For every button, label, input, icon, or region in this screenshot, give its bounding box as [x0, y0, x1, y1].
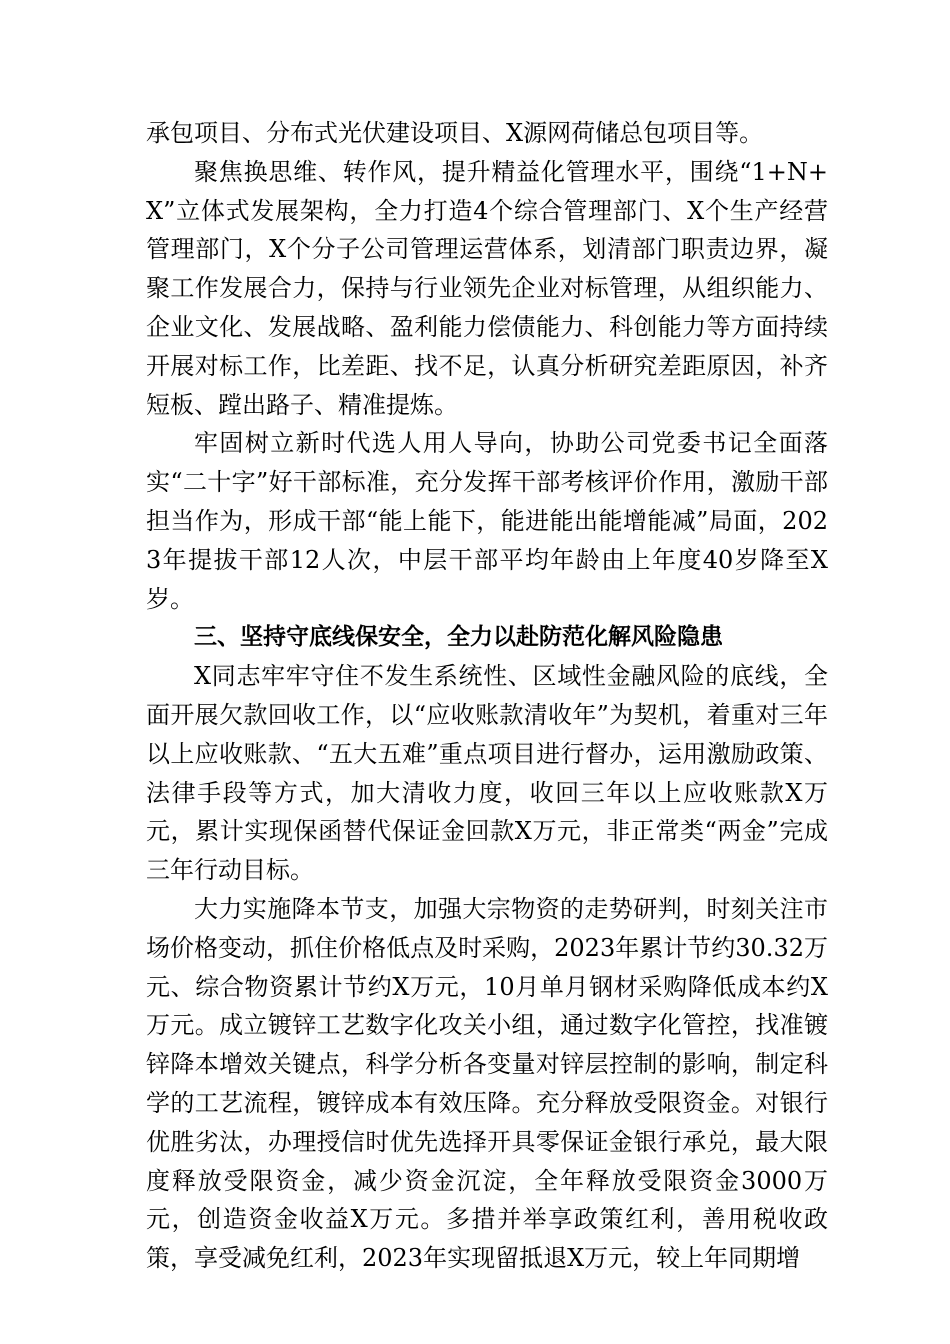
paragraph-cost-reduction: 大力实施降本节支，加强大宗物资的走势研判，时刻关注市场价格变动，抓住价格低点及时采购，2023年累计节约30.32万元、综合物资累计节约X万元，10月单月钢材采购降低成本约X万元。成立镀锌工艺数字化攻关小组，通过数字化管控，找准镀锌降本增效关键点，科学分析各变量对锌层控制的影响，制定科学的工艺流程，镀锌成本有效压降。充分释放受限资金。对银行优胜劣汰，办理授信时优先选择开具零保证金银行承兑，最大限度释放受限资金，减少资金沉淀，全年释放受限资金3000万元，创造资金收益X万元。多措并举享政策红利，善用税收政策，享受减免红利，2023年实现留抵退X万元，较上年同期增	[146, 894, 828, 1273]
paragraph-personnel: 牢固树立新时代选人用人导向，协助公司党委书记全面落实“二十字”好干部标准，充分发挥干部考核评价作用，激励干部担当作为，形成干部“能上能下，能进能出能增能减”局面，2023年提拔干部12人次，中层干部平均年龄由上年度40岁降至X岁。	[146, 429, 828, 613]
paragraph-management: 聚焦换思维、转作风，提升精益化管理水平，围绕“1+N+X”立体式发展架构，全力打造4个综合管理部门、X个生产经营管理部门，X个分子公司管理运营体系，划清部门职责边界，凝聚工作发展合力，保持与行业领先企业对标管理，从组织能力、企业文化、发展战略、盈利能力偿债能力、科创能力等方面持续开展对标工作，比差距、找不足，认真分析研究差距原因，补齐短板、蹚出路子、精准提炼。	[146, 157, 828, 419]
document-body	[146, 114, 828, 1278]
paragraph-continuation: 承包项目、分布式光伏建设项目、X源网荷储总包项目等。	[146, 119, 764, 147]
section-heading-three: 三、坚持守底线保安全，全力以赴防范化解风险隐患	[194, 624, 723, 651]
paragraph-risk-control: X同志牢牢守住不发生系统性、区域性金融风险的底线，全面开展欠款回收工作，以“应收账款清收年”为契机，着重对三年以上应收账款、“五大五难”重点项目进行督办，运用激励政策、法律手段等方式，加大清收力度，收回三年以上应收账款X万元，累计实现保函替代保证金回款X万元，非正常类“两金”完成三年行动目标。	[146, 662, 828, 885]
